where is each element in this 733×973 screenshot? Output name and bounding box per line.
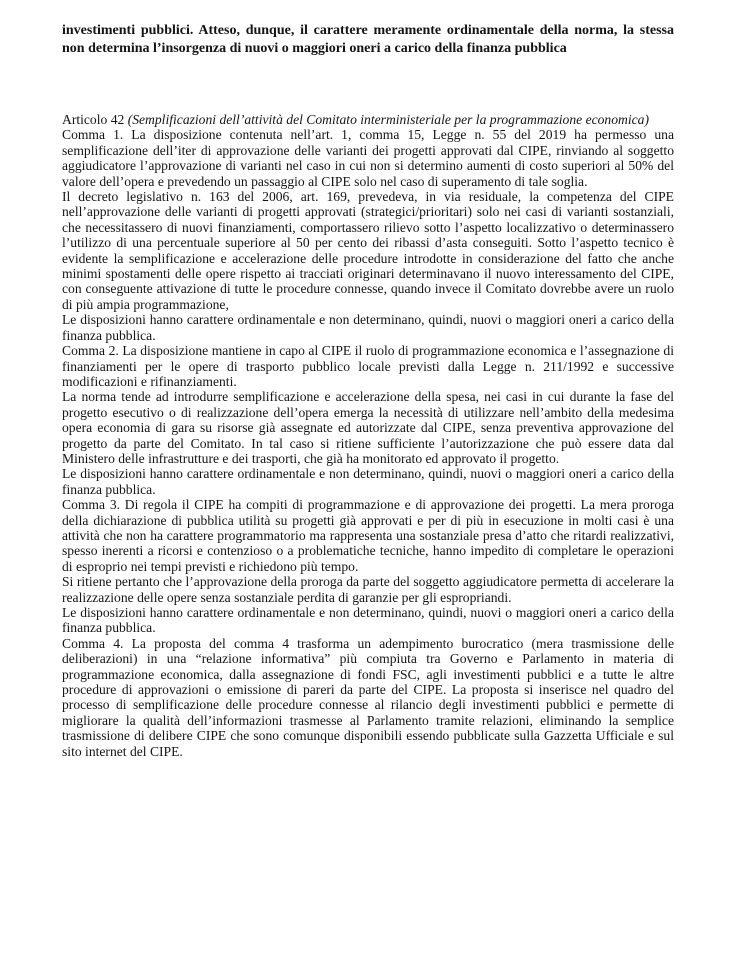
intro-bold-paragraph: investimenti pubblici. Atteso, dunque, il carattere meramente ordinamentale della norma, la stessa non determina l’insorgenza di nuovi o maggiori oneri a carico della finanza pubblica	[62, 23, 674, 56]
article-heading	[62, 112, 674, 127]
paragraph: Comma 2. La disposizione mantiene in capo al CIPE il ruolo di programmazione economica e l’assegnazione di finanziamenti per le opere di trasporto pubblico locale previsti dalla Legge n. 211/1992 e successive modificazioni e rifinanziamenti.	[62, 343, 674, 389]
article-title: (Semplificazioni dell’attività del Comitato interministeriale per la programmazione economica)	[127, 112, 649, 127]
article-label: Articolo 42	[62, 112, 125, 127]
document-page	[62, 22, 674, 759]
paragraph: Le disposizioni hanno carattere ordinamentale e non determinano, quindi, nuovi o maggiori oneri a carico della finanza pubblica.	[62, 312, 674, 343]
paragraph: Comma 3. Di regola il CIPE ha compiti di programmazione e di approvazione dei progetti. La mera proroga della dichiarazione di pubblica utilità su progetti già approvati e per di più in esecuzione in molti casi è una attività che non ha carattere programmatorio ma rappresenta una sostanziale presa d’atto che ritardi realizzativi, spesso inerenti a ricorsi e contenzioso o a problematiche tecniche, hanno impedito di completare le operazioni di esproprio nei tempi previsti e richiedono più tempo.	[62, 497, 674, 574]
paragraph: Comma 1. La disposizione contenuta nell’art. 1, comma 15, Legge n. 55 del 2019 ha permesso una semplificazione dell’iter di approvazione delle varianti dei progetti approvati dal CIPE, rinviando al soggetto aggiudicatore l’approvazione di varianti nel caso in cui non si determino aumenti di costo superiori al 50% del valore dell’opera e prevedendo un passaggio al CIPE solo nel caso di superamento di tale soglia.	[62, 127, 674, 189]
paragraph: La norma tende ad introdurre semplificazione e accelerazione della spesa, nei casi in cui durante la fase del progetto esecutivo o di realizzazione dell’opera emerga la necessità di utilizzare nell’ambito della medesima opera economia di gara su risorse già assegnate ed autorizzate dal CIPE, senza preventiva approvazione del progetto da parte del Comitato. In tal caso si ritiene sufficiente l’autorizzazione che può essere data dal Ministero delle infrastrutture e dei trasporti, che già ha monitorato ed approvato il progetto.	[62, 389, 674, 466]
paragraph: Comma 4. La proposta del comma 4 trasforma un adempimento burocratico (mera trasmissione delle deliberazioni) in una “relazione informativa” più compiuta tra Governo e Parlamento in materia di programmazione economica, dalla assegnazione di fondi FSC, agli investimenti pubblici e a tutte le altre procedure di approvazioni o emissione di pareri da parte del CIPE. La proposta si inserisce nel quadro del processo di semplificazione delle procedure connesse al rilancio degli investimenti pubblici e permette di migliorare la qualità dell’informazioni trasmesse al Parlamento tramite relazioni, eliminando la semplice trasmissione di delibere CIPE che sono comunque disponibili essendo pubblicate sulla Gazzetta Ufficiale e sul sito internet del CIPE.	[62, 635, 674, 759]
paragraph: Il decreto legislativo n. 163 del 2006, art. 169, prevedeva, in via residuale, la competenza del CIPE nell’approvazione delle varianti di progetti approvati (strategici/prioritari) solo nei casi di varianti sostanziali, che necessitassero di nuovi finanziamenti, comportassero rilievo sotto l’aspetto localizzativo o determinassero l’utilizzo di una percentuale superiore al 50 per cento dei ribassi d’asta conseguiti. Sotto l’aspetto tecnico è evidente la semplificazione e accelerazione delle procedure introdotte in considerazione del fatto che anche minimi spostamenti delle opere rispetto ai tracciati originari determinavano il nuovo interessamento del CIPE, con conseguente attivazione di tutte le procedure connesse, quando invece il Comitato dovrebbe avere un ruolo di più ampia programmazione,	[62, 189, 674, 312]
paragraph: Le disposizioni hanno carattere ordinamentale e non determinano, quindi, nuovi o maggiori oneri a carico della finanza pubblica.	[62, 605, 674, 636]
paragraph: Le disposizioni hanno carattere ordinamentale e non determinano, quindi, nuovi o maggiori oneri a carico della finanza pubblica.	[62, 466, 674, 497]
paragraph: Si ritiene pertanto che l’approvazione della proroga da parte del soggetto aggiudicatore permetta di accelerare la realizzazione delle opere senza sostanziale perdita di garanzie per gli espropriandi.	[62, 574, 674, 605]
spacer	[62, 58, 674, 112]
article-body	[62, 112, 674, 759]
